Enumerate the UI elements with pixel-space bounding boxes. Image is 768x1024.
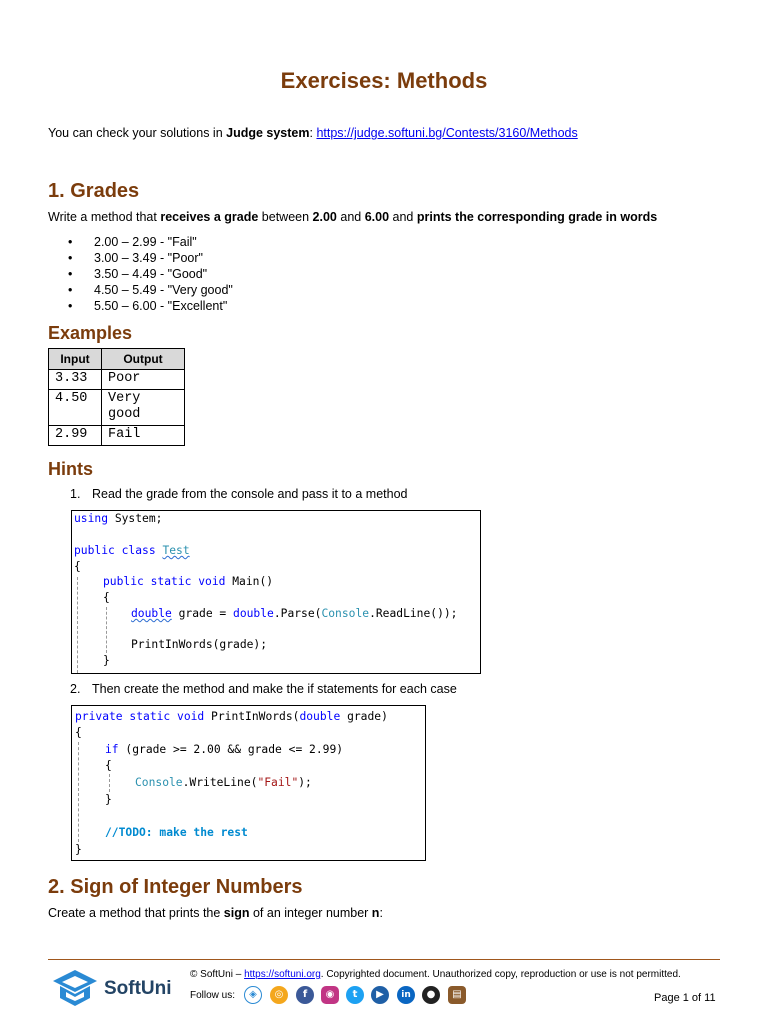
code-keyword: private static void <box>75 710 205 723</box>
copyright-suffix: . Copyrighted document. Unauthorized copy, reproduction or use is not permitted. <box>320 969 681 980</box>
instagram-icon[interactable]: ◉ <box>321 986 339 1004</box>
code-keyword: double <box>299 710 341 723</box>
page-number: Page 1 of 11 <box>654 992 716 1004</box>
sign-description <box>48 906 383 920</box>
step-number: 1. <box>70 487 81 501</box>
table-cell-input: 3.33 <box>49 370 102 390</box>
step-text: Read the grade from the console and pass it to a method <box>92 487 408 501</box>
linkedin-icon[interactable]: in <box>397 986 415 1004</box>
softuni-icon[interactable]: ◈ <box>244 986 262 1004</box>
code-text: .ReadLine()); <box>369 607 458 620</box>
code-line <box>105 743 343 756</box>
code-line: } <box>103 654 110 667</box>
code-line: } <box>75 843 82 856</box>
list-item: • 3.50 – 4.49 - "Good" <box>68 266 233 282</box>
code-text: Main() <box>225 575 274 588</box>
copyright-prefix: © SoftUni – <box>190 969 245 980</box>
desc-text: of an integer number <box>249 906 372 920</box>
code-line <box>75 710 388 723</box>
intro-paragraph <box>48 126 578 140</box>
softuni-global-icon[interactable]: ◎ <box>270 986 288 1004</box>
desc-bold: 2.00 <box>312 210 337 224</box>
table-cell-output: Very good <box>102 390 185 426</box>
indent-guide <box>106 607 107 653</box>
code-line: { <box>105 759 112 772</box>
code-text: grade = <box>171 607 234 620</box>
softuni-logo-icon[interactable] <box>50 968 100 1013</box>
code-text: grade) <box>340 710 388 723</box>
code-keyword: using <box>74 512 109 525</box>
code-block-method <box>71 705 426 861</box>
judge-link[interactable]: https://judge.softuni.bg/Contests/3160/Methods <box>316 126 578 140</box>
intro-judge-label: Judge system <box>226 126 310 140</box>
code-line: { <box>75 726 82 739</box>
code-text: ); <box>298 776 312 789</box>
footer-divider <box>48 959 720 960</box>
grade-ranges-list <box>68 234 233 314</box>
code-type: Test <box>162 544 190 557</box>
hints-heading: Hints <box>48 459 93 479</box>
table-cell-output: Fail <box>102 426 185 446</box>
step-text: Then create the method and make the if statements for each case <box>92 682 457 696</box>
code-keyword: double <box>233 607 274 620</box>
code-line <box>131 607 457 620</box>
code-keyword: double <box>131 607 172 620</box>
table-header-row <box>49 349 185 370</box>
section-heading-grades: 1. Grades <box>48 180 140 202</box>
code-type: Console <box>321 607 370 620</box>
list-item: • 2.00 – 2.99 - "Fail" <box>68 234 233 250</box>
copyright-text <box>190 969 681 980</box>
desc-bold: receives a grade <box>160 210 259 224</box>
logo-text: SoftUni <box>104 978 172 999</box>
desc-text: Write a method that <box>48 210 161 224</box>
code-text: (grade >= 2.00 && grade <= 2.99) <box>118 743 344 756</box>
indent-guide <box>109 774 110 792</box>
code-keyword: if <box>105 743 119 756</box>
desc-text: : <box>379 906 383 920</box>
code-line <box>135 776 312 789</box>
facebook-icon[interactable]: f <box>296 986 314 1004</box>
table-cell-output: Poor <box>102 370 185 390</box>
desc-bold: prints the corresponding grade in words <box>416 210 658 224</box>
youtube-icon[interactable]: ▶ <box>371 986 389 1004</box>
desc-bold: n <box>371 906 380 920</box>
step-number: 2. <box>70 682 81 696</box>
table-row <box>49 426 185 446</box>
table-row <box>49 370 185 390</box>
code-text: .WriteLine( <box>182 776 258 789</box>
table-cell-input: 4.50 <box>49 390 102 426</box>
code-keyword: public class <box>74 544 156 557</box>
code-keyword: public static void <box>103 575 226 588</box>
code-text: .Parse( <box>273 607 322 620</box>
list-item: • 3.00 – 3.49 - "Poor" <box>68 250 233 266</box>
code-text: PrintInWords( <box>204 710 300 723</box>
list-item: • 5.50 – 6.00 - "Excellent" <box>68 298 233 314</box>
twitter-icon[interactable]: t <box>346 986 364 1004</box>
code-string: "Fail" <box>257 776 299 789</box>
desc-text: and <box>389 210 417 224</box>
list-item: • 4.50 – 5.49 - "Very good" <box>68 282 233 298</box>
code-block-main <box>71 510 481 674</box>
section-heading-sign: 2. Sign of Integer Numbers <box>48 876 303 898</box>
code-text: System; <box>108 512 163 525</box>
table-header-input: Input <box>49 349 102 370</box>
desc-text: between <box>258 210 313 224</box>
desc-text: Create a method that prints the <box>48 906 224 920</box>
table-header-output: Output <box>102 349 185 370</box>
desc-bold: 6.00 <box>364 210 390 224</box>
follow-us-label: Follow us: <box>190 990 236 1001</box>
intro-colon: : <box>309 126 317 140</box>
table-row <box>49 390 185 426</box>
softuni-link[interactable]: https://softuni.org <box>244 969 321 980</box>
blog-icon[interactable]: ▤ <box>448 986 466 1004</box>
code-line: { <box>103 591 110 604</box>
code-line: PrintInWords(grade); <box>131 638 268 651</box>
examples-table <box>48 348 185 446</box>
hint-step-1 <box>70 487 407 501</box>
indent-guide <box>78 742 79 842</box>
code-line <box>74 512 162 525</box>
desc-bold: sign <box>223 906 250 920</box>
github-icon[interactable]: ● <box>422 986 440 1004</box>
code-comment: //TODO: make the rest <box>105 826 248 839</box>
page-title: Exercises: Methods <box>280 68 488 93</box>
indent-guide <box>77 577 78 673</box>
code-line <box>103 575 273 588</box>
code-line: { <box>74 560 81 573</box>
code-type: Console <box>135 776 183 789</box>
intro-prefix: You can check your solutions in <box>48 126 227 140</box>
examples-heading: Examples <box>48 323 133 343</box>
grades-description <box>48 210 657 224</box>
desc-text: and <box>336 210 365 224</box>
hint-step-2 <box>70 682 457 696</box>
code-line <box>74 544 190 557</box>
code-line: } <box>105 793 112 806</box>
table-cell-input: 2.99 <box>49 426 102 446</box>
